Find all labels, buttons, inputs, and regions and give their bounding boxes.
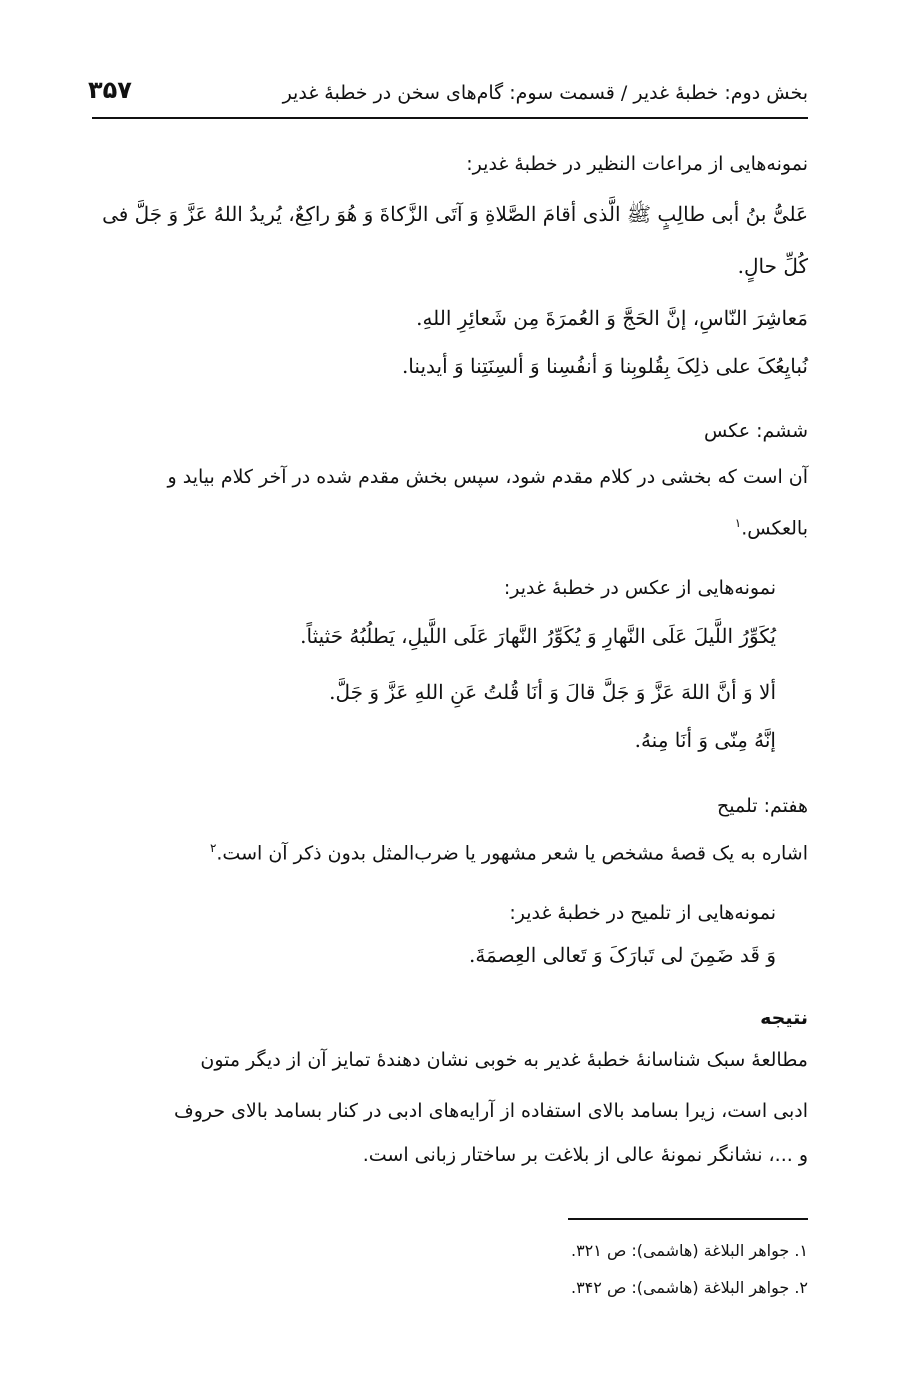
aks-definition-line-1: آن است که بخشی در کلام مقدم شود، سپس بخش مقدم شده در آخر کلام بیاید و: [167, 466, 808, 488]
moraat-quote-1-line-2: کُلِّ حالٍ.: [737, 254, 808, 278]
moraat-quote-2: مَعاشِرَ النّاسِ، إنَّ الحَجَّ وَ العُمرَةَ مِن شَعائِرِ اللهِ.: [416, 306, 808, 330]
moraat-quote-3: نُبایِعُکَ علی ذلِکَ بِقُلوبِنا وَ أنفُسِنا وَ ألسِنَتِنا وَ أیدینا.: [401, 354, 808, 378]
aks-heading: ششم: عکس: [703, 420, 808, 442]
footnote-marker-2[interactable]: ۲: [209, 841, 217, 855]
moraat-quote-1-line-1: عَلیُّ بنُ أبی طالِبٍ ﷺ الَّذی أقامَ الصَّلاةِ وَ آتَی الزَّکاةَ وَ هُوَ راکِعٌ، یُریدُ اللهُ عَزَّ وَ جَلَّ فی: [102, 202, 808, 226]
talmih-quote-1: وَ قَد ضَمِنَ لی تَبارَکَ وَ تَعالی العِصمَةَ.: [468, 943, 776, 967]
page-number: ۳۵۷: [88, 76, 132, 104]
aks-quote-2: ألا وَ أنَّ اللهَ عَزَّ وَ جَلَّ قالَ وَ أنَا قُلتُ عَنِ اللهِ عَزَّ وَ جَلَّ.: [329, 680, 776, 704]
aks-intro: نمونه‌هایی از عکس در خطبهٔ غدیر:: [503, 577, 776, 599]
aks-quote-3: إنَّهُ مِنّی وَ أنَا مِنهُ.: [634, 728, 776, 752]
aks-definition-line-2: [735, 505, 808, 546]
footnote-marker-1[interactable]: ۱: [734, 516, 742, 530]
aks-definition-text: بالعکس.: [741, 517, 808, 540]
talmih-definition: [210, 830, 808, 871]
aks-quote-1: یُکَوِّرُ اللَّیلَ عَلَی النَّهارِ وَ یُکَوِّرُ النَّهارَ عَلَی اللَّیلِ، یَطلُبُهُ حَثیثاً.: [300, 624, 776, 648]
header-rule: [92, 117, 808, 119]
conclusion-line-2: ادبی است، زیرا بسامد بالای استفاده از آرایه‌های ادبی در کنار بسامد بالای حروف: [174, 1100, 808, 1122]
footnote-1: ۱. جواهر البلاغة (هاشمی): ص ۳۲۱.: [570, 1241, 808, 1260]
talmih-heading: هفتم: تلمیح: [716, 795, 808, 817]
talmih-definition-text: اشاره به یک قصهٔ مشخص یا شعر مشهور یا ضرب‌المثل بدون ذکر آن است.: [216, 842, 808, 865]
running-header-title: بخش دوم: خطبهٔ غدیر / قسمت سوم: گام‌های سخن در خطبهٔ غدیر: [282, 82, 808, 104]
footnote-2: ۲. جواهر البلاغة (هاشمی): ص ۳۴۲.: [570, 1278, 808, 1297]
conclusion-line-1: مطالعهٔ سبک شناسانهٔ خطبهٔ غدیر به خوبی نشان دهندهٔ تمایز آن از دیگر متون: [200, 1049, 808, 1071]
moraat-intro: نمونه‌هایی از مراعات النظیر در خطبهٔ غدیر:: [466, 153, 808, 175]
talmih-intro: نمونه‌هایی از تلمیح در خطبهٔ غدیر:: [509, 902, 776, 924]
footnote-rule: [568, 1218, 808, 1220]
conclusion-line-3: و ...، نشانگر نمونهٔ عالی از بلاغت بر ساختار زبانی است.: [362, 1144, 808, 1166]
conclusion-heading: نتیجه: [760, 1007, 808, 1029]
